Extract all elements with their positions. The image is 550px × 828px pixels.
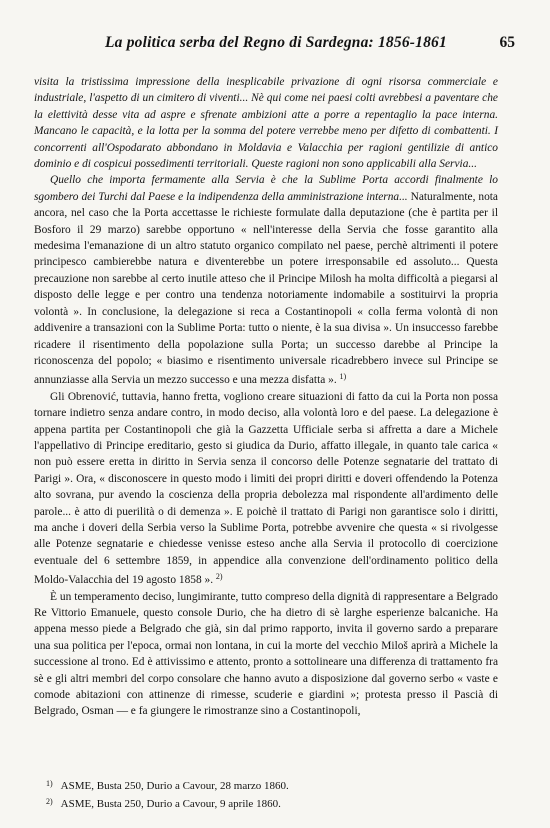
footnote-text: ASME, Busta 250, Durio a Cavour, 28 marzo 1860. [60,780,289,792]
paragraph-durio [34,589,498,720]
italic-quotation: Quello che importa fermamente alla Servia è che la Sublime Porta accordi finalmente lo sgombero dei Turchi dal Paese e la indipendenza della amministrazione interna... [34,174,498,203]
page-header [0,34,550,56]
paragraph-obrenovic [34,389,498,589]
paragraph-servia [34,172,498,388]
paragraph-text: Naturalmente, nota ancora, nel caso che la Porta accettasse le richieste formulate dalla deputazione (che è partita per il Bosforo il 29 marzo) sarebbe opportuno « nell'interesse della Servia che fosse garantito alla medesima l'emanazione di un altro statuto organico compilato nel paese, perchè altrimenti il potere principesco cambierebbe natura e diventerebbe un potere irresponsabile ed assoluto... Questa precauzione non sarebbe al certo inutile atteso che il Principe Milosh ha molta difficoltà a piegarsi al disposto delle legge e per contro una tendenza notoriamente indomabile a sostituirvi la propria volontà ». In conclusione, la delegazione si reca a Costantinopoli « colla ferma volontà di non addivenire a transazioni con la Sublime Porta: tutto o niente, è la sua divisa ». Un insuccesso farebbe ricadere il risentimento della popolazione sulla Porta; un successo darebbe al Principe la riconoscenza del popolo; « biasimo e risentimento universale ricadrebbero invece sul Principe se annunziasse alla Servia un mezzo successo e una mezza disfatta ». [34,190,498,387]
footnote-ref: 1) [339,372,347,382]
footnote [46,776,466,794]
running-title: La politica serba del Regno di Sardegna: 1856-1861 [105,34,447,51]
footnote-text: ASME, Busta 250, Durio a Cavour, 9 aprile 1860. [60,798,281,810]
italic-quotation: visita la tristissima impressione della inesplicabile privazione di ogni risorsa commerciale e industriale, l'aspetto di un cimitero di viventi... Nè qui come nei paesi colti avrebbesi a paventare che la elettività desse vita ad aspre e sfrenate ambizioni atte a porre a repentaglio la pace interna. Mancano le capacità, e la lotta per la somma del potere verrebbe meno per difetto di combattenti. I concorrenti all'Ospodarato abbondano in Moldavia e Valacchia per ragioni gentilizie di antico dominio e di cospicui possedimenti territoriali. Queste ragioni non sono applicabili alla Servia... [34,76,498,171]
footnote-number: 2) [46,797,53,806]
footnotes [46,776,466,812]
paragraph-quote-continuation [34,74,498,172]
paragraph-text: Gli Obrenović, tuttavia, hanno fretta, vogliono creare situazioni di fatto da cui la Porta non possa tornare indietro senza andare contro, in modo deciso, alla volontà loro e del paese. La delegazione è appena partita per Costantinopoli che già la Gazzetta Ufficiale serba si affretta a dare a Michele l'appellativo di Principe ereditario, gesto si giudica da Durio, affatto illegale, in quanto tale carica « non può essere eretta in diritto in Servia senza il concorso delle Potenze segnatarie del trattato di Parigi ». Ora, « disconoscere in questo modo i limiti dei propri diritti e doveri offendendo la Potenza alto sovrana, pur avendo la coscienza della propria debolezza mal rispondente all'ardimento delle parole... è atto di puerilità o di demenza ». E poichè il trattato di Parigi non garantisce solo i diritti, ma anche i doveri della Serbia verso la Sublime Porta, potrebbe avvenire che questa « si rivolgesse alle Potenze segnatarie e chiedesse venisse esteso anche alla Servia il protocollo di coercizione eventuale del 6 settembre 1859, in appendice alla convenzione dell'ordinamento politico della Moldo-Valacchia del 19 agosto 1858 ». [34,390,498,587]
footnote-number: 1) [46,779,53,788]
page-number: 65 [499,34,515,51]
body-text [34,74,498,720]
paragraph-text: È un temperamento deciso, lungimirante, tutto compreso della dignità di rappresentare a Belgrado Re Vittorio Emanuele, questo console Durio, che ha dietro di sè larghe esperienze balcaniche. Ha appena messo piede a Belgrado che già, sin dal primo rapporto, invita il governo sardo a preparare una sua politica per l'epoca, ormai non lontana, in cui la morte del vecchio Miloš aprirà a Michele la successione al trono. Ed è attivissimo e attento, pronto a sottolineare una differenza di trattamento fra sè e gli altri membri del corpo consolare che hanno avuto a disposizione dal governo serbo « vaste e comode abitazioni con attinenze di rimesse, scuderie e giardini »; protesta presso il Pascià di Belgrado, Osman — e fa giungere le rimostranze sino a Costantinopoli, [34,590,498,718]
footnote [46,794,466,812]
footnote-ref: 2) [215,572,223,582]
